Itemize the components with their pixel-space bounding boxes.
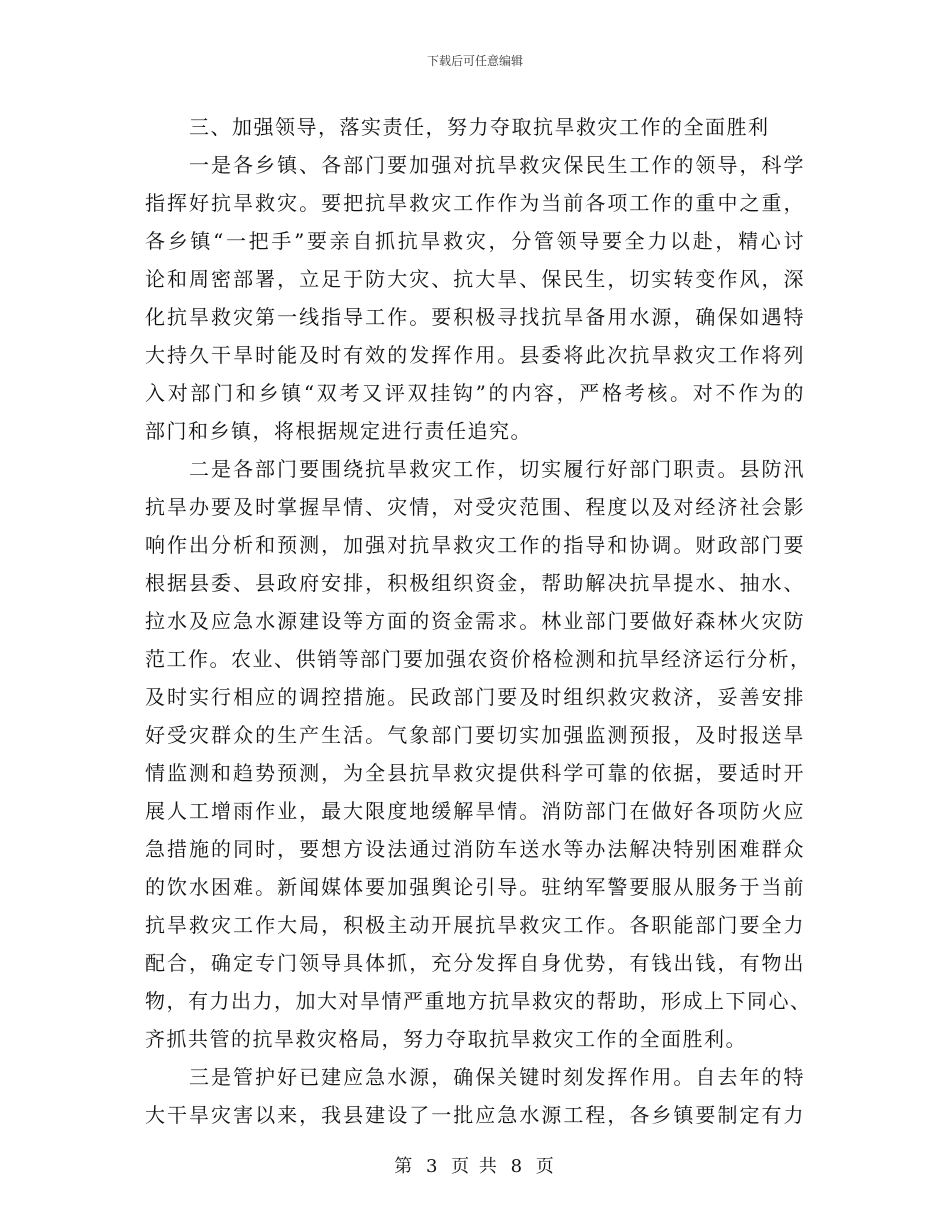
text-line: 展人工增雨作业，最大限度地缓解旱情。消防部门在做好各项防火应 — [145, 799, 805, 823]
section-heading: 三、加强领导，落实责任，努力夺取抗旱救灾工作的全面胜利 — [189, 115, 770, 139]
text-line: 三是管护好已建应急水源，确保关键时刻发挥作用。自去年的特 — [189, 1065, 805, 1089]
page-footer — [0, 1152, 950, 1178]
text-line: 二是各部门要围绕抗旱救灾工作，切实履行好部门职责。县防汛 — [189, 457, 805, 481]
total-pages-number: 8 — [510, 1156, 525, 1177]
paragraph-1 — [145, 146, 805, 450]
text-line: 化抗旱救灾第一线指导工作。要积极寻找抗旱备用水源，确保如遇特 — [145, 305, 805, 329]
footer-middle: 页 共 — [451, 1156, 499, 1177]
text-line: 大干旱灾害以来，我县建设了一批应急水源工程，各乡镇要制定有力 — [145, 1103, 805, 1127]
text-line: 部门和乡镇，将根据规定进行责任追究。 — [145, 419, 532, 443]
text-line: 抗旱办要及时掌握旱情、灾情，对受灾范围、程度以及对经济社会影 — [145, 495, 805, 519]
paragraph-3 — [145, 1058, 805, 1134]
text-line: 及时实行相应的调控措施。民政部门要及时组织救灾救济，妥善安排 — [145, 685, 805, 709]
paragraph-2 — [145, 450, 812, 1058]
text-line: 范工作。农业、供销等部门要加强农资价格检测和抗旱经济运行分析， — [145, 647, 812, 671]
text-line: 指挥好抗旱救灾。要把抗旱救灾工作作为当前各项工作的重中之重， — [145, 191, 805, 215]
text-line: 论和周密部署，立足于防大灾、抗大旱、保民生，切实转变作风，深 — [145, 267, 805, 291]
text-line: 各乡镇“一把手”要亲自抓抗旱救灾，分管领导要全力以赴，精心讨 — [145, 229, 805, 253]
text-line: 好受灾群众的生产生活。气象部门要切实加强监测预报，及时报送旱 — [145, 723, 805, 747]
header-note: 下载后可任意编辑 — [426, 54, 523, 68]
text-line: 拉水及应急水源建设等方面的资金需求。林业部门要做好森林火灾防 — [145, 609, 805, 633]
text-line: 齐抓共管的抗旱救灾格局，努力夺取抗旱救灾工作的全面胜利。 — [145, 1027, 747, 1051]
text-line: 物，有力出力，加大对旱情严重地方抗旱救灾的帮助，形成上下同心、 — [145, 989, 812, 1013]
document-body — [145, 108, 812, 1134]
text-line: 一是各乡镇、各部门要加强对抗旱救灾保民生工作的领导，科学 — [189, 153, 805, 177]
text-line: 情监测和趋势预测，为全县抗旱救灾提供科学可靠的依据，要适时开 — [145, 761, 805, 785]
text-line: 根据县委、县政府安排，积极组织资金，帮助解决抗旱提水、抽水、 — [145, 571, 805, 595]
footer-prefix: 第 — [394, 1156, 415, 1177]
text-line: 抗旱救灾工作大局，积极主动开展抗旱救灾工作。各职能部门要全力 — [145, 913, 805, 937]
text-line: 的饮水困难。新闻媒体要加强舆论引导。驻纳军警要服从服务于当前 — [145, 875, 805, 899]
text-line: 急措施的同时，要想方设法通过消防车送水等办法解决特别困难群众 — [145, 837, 805, 861]
footer-suffix: 页 — [535, 1156, 556, 1177]
current-page-number: 3 — [425, 1156, 440, 1177]
text-line: 响作出分析和预测，加强对抗旱救灾工作的指导和协调。财政部门要 — [145, 533, 805, 557]
text-line: 配合，确定专门领导具体抓，充分发挥自身优势，有钱出钱，有物出 — [145, 951, 805, 975]
text-line: 大持久干旱时能及时有效的发挥作用。县委将此次抗旱救灾工作将列 — [145, 343, 805, 367]
text-line: 入对部门和乡镇“双考又评双挂钩”的内容，严格考核。对不作为的 — [145, 381, 805, 405]
